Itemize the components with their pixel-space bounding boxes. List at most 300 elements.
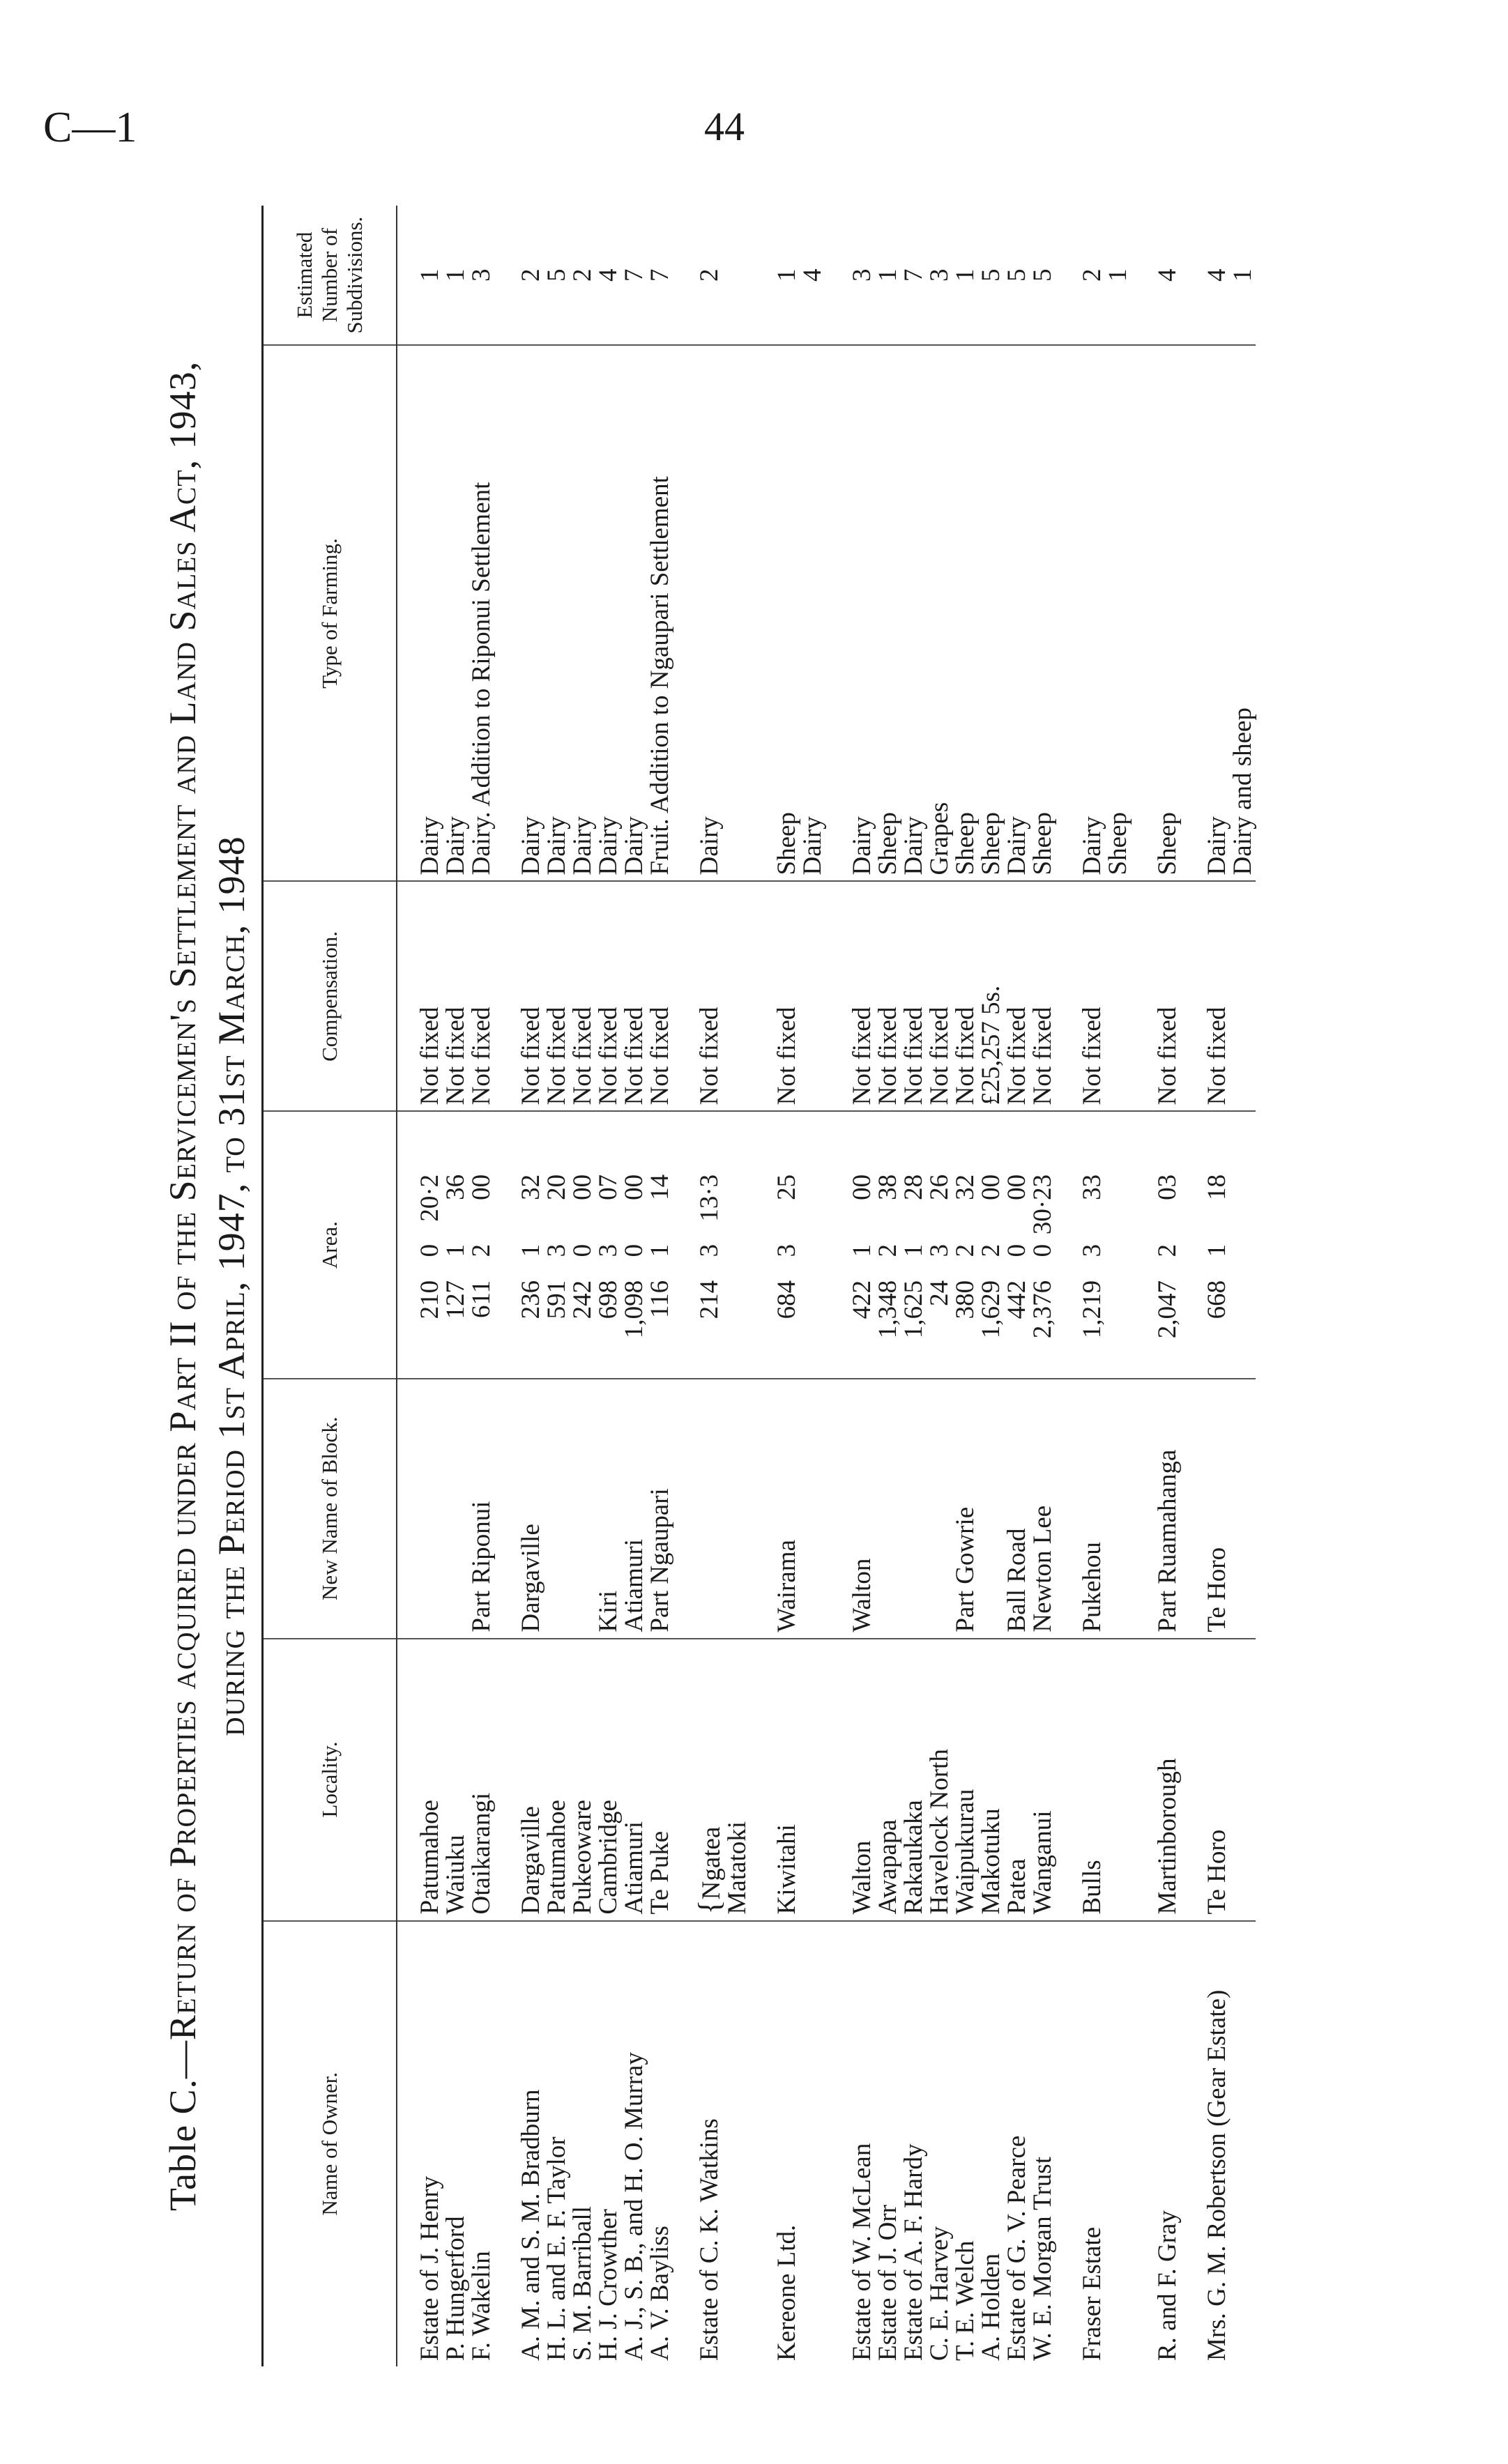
block-cell	[469, 1379, 494, 1639]
compensation-cell	[1030, 881, 1056, 1111]
owner-cell	[978, 1921, 1004, 2366]
block-name: Part Ngaupari	[646, 1488, 674, 1632]
area-roods: 1	[517, 1244, 545, 1257]
area-acres: 684	[772, 1280, 801, 1319]
area-roods: 1	[1203, 1244, 1231, 1257]
owner-name: W. E. Morgan Trust	[1028, 2157, 1057, 2361]
col-header-area-label: Area.	[317, 1221, 342, 1269]
area-perches: 32	[951, 1174, 980, 1200]
subdivisions-cell	[1004, 206, 1030, 345]
subdivisions-second: 1	[1228, 268, 1257, 282]
compensation-cell	[1056, 881, 1131, 1111]
owner-name: A. J., S. B., and H. O. Murray	[620, 2052, 648, 2361]
type-cell	[397, 345, 443, 881]
owner-cell	[494, 1921, 544, 2366]
block-cell	[443, 1379, 469, 1639]
subdivisions: 5	[1028, 268, 1057, 282]
type-cell	[1131, 345, 1180, 881]
area-roods: 1	[441, 1244, 470, 1257]
block-cell	[1004, 1379, 1030, 1639]
locality-cell	[544, 1639, 570, 1921]
farming-type: Grapes	[925, 802, 954, 875]
locality: Kiwitahi	[772, 1824, 801, 1915]
col-header-area	[263, 1111, 397, 1378]
block-cell	[397, 1379, 443, 1639]
area-roods: 0	[568, 1244, 597, 1257]
compensation-cell	[570, 881, 595, 1111]
block-cell	[825, 1379, 875, 1639]
area-acres: 127	[441, 1280, 470, 1319]
locality-cell	[621, 1639, 647, 1921]
locality: Makotuku	[977, 1808, 1005, 1915]
subdivisions: 1	[874, 268, 902, 282]
subdivisions-cell	[397, 206, 443, 345]
farming-type: Sheep	[1028, 812, 1057, 875]
owner-cell	[595, 1921, 621, 2366]
area-roods: 2	[977, 1244, 1005, 1257]
compensation: Not fixed	[594, 1007, 623, 1105]
locality-cell	[397, 1639, 443, 1921]
area-perches: 03	[1153, 1174, 1182, 1200]
area-roods: 2	[467, 1244, 496, 1257]
subdivisions-second: 1	[1104, 268, 1132, 282]
area-cell	[544, 1111, 570, 1378]
area-perches: 00	[848, 1174, 876, 1200]
compensation-cell	[750, 881, 825, 1111]
col-header-owner: Name of Owner.	[263, 1921, 397, 2366]
area-perches: 36	[441, 1174, 470, 1200]
type-cell	[621, 345, 647, 881]
area-perches: 25	[772, 1174, 801, 1200]
subdivisions-cell	[1180, 206, 1256, 345]
type-cell	[875, 345, 901, 881]
locality-cell	[647, 1639, 673, 1921]
locality-cell	[952, 1639, 978, 1921]
area-cell	[1180, 1111, 1256, 1378]
owner-name: A. Holden	[977, 2253, 1005, 2361]
compensation: Not fixed	[416, 1007, 444, 1105]
locality: Waipukurau	[951, 1789, 980, 1915]
locality: Pukeoware	[568, 1800, 597, 1915]
owner-cell	[570, 1921, 595, 2366]
block-cell	[1056, 1379, 1131, 1639]
area-perches: 00	[568, 1174, 597, 1200]
brace-mark: {	[692, 1899, 726, 1915]
owner-name: H. L. and E. F. Taylor	[542, 2136, 571, 2361]
type-cell	[1056, 345, 1131, 881]
block-cell	[544, 1379, 570, 1639]
owner-cell	[825, 1921, 875, 2366]
block-cell	[621, 1379, 647, 1639]
locality: Atiamuri	[620, 1821, 648, 1915]
owner-name: S. M. Barriball	[568, 2206, 597, 2361]
owner-name: Estate of G. V. Pearce	[1003, 2135, 1031, 2361]
block-name: Atiamuri	[620, 1539, 648, 1632]
owner-name: Estate of C. K. Watkins	[695, 2118, 724, 2361]
subdivisions-cell	[978, 206, 1004, 345]
compensation-cell	[673, 881, 750, 1111]
subdivisions: 5	[542, 268, 571, 282]
table-row	[494, 206, 544, 2366]
block-cell	[1030, 1379, 1056, 1639]
owner-cell	[875, 1921, 901, 2366]
owner-cell	[927, 1921, 952, 2366]
subdivisions-cell	[1030, 206, 1056, 345]
area-perches: 00	[467, 1174, 496, 1200]
owner-cell	[647, 1921, 673, 2366]
area-cell	[875, 1111, 901, 1378]
area-cell	[469, 1111, 494, 1378]
compensation-cell	[647, 881, 673, 1111]
type-cell	[952, 345, 978, 881]
farming-type: Sheep	[874, 812, 902, 875]
owner-cell	[1180, 1921, 1256, 2366]
area-roods: 1	[848, 1244, 876, 1257]
area-perches: 32	[517, 1174, 545, 1200]
area-perches: 18	[1203, 1174, 1231, 1200]
area-perches: 26	[925, 1174, 954, 1200]
table-row	[978, 206, 1004, 2366]
owner-cell	[952, 1921, 978, 2366]
compensation-cell	[927, 881, 952, 1111]
area-acres: 591	[542, 1280, 571, 1319]
compensation-cell	[825, 881, 875, 1111]
owner-name: Estate of J. Henry	[416, 2175, 444, 2361]
compensation-cell	[494, 881, 544, 1111]
locality-cell	[825, 1639, 875, 1921]
area-roods: 3	[1078, 1244, 1106, 1257]
area-perches: 00	[977, 1174, 1005, 1200]
block-name: Newton Lee	[1028, 1505, 1057, 1632]
area-perches: 38	[874, 1174, 902, 1200]
compensation: Not fixed	[568, 1007, 597, 1105]
locality-cell	[673, 1639, 750, 1921]
table-header-row	[263, 206, 397, 2366]
farming-type: Dairy	[568, 816, 597, 875]
compensation: £25,257 5s.	[977, 985, 1005, 1105]
owner-cell	[621, 1921, 647, 2366]
subdivisions: 2	[568, 268, 597, 282]
owner-cell	[673, 1921, 750, 2366]
table-row	[1056, 206, 1131, 2366]
locality-cell	[469, 1639, 494, 1921]
subdivisions-cell	[952, 206, 978, 345]
owner-name: C. E. Harvey	[925, 2226, 954, 2361]
area-cell	[750, 1111, 825, 1378]
subdivisions: 1	[416, 268, 444, 282]
col-header-compensation: Compensation.	[263, 881, 397, 1111]
subdivisions: 4	[594, 268, 623, 282]
subdivisions-cell	[750, 206, 825, 345]
owner-name: Kereone Ltd.	[772, 2224, 801, 2361]
area-roods: 1	[899, 1244, 928, 1257]
compensation: Not fixed	[772, 1007, 801, 1105]
area-acres: 1,629	[977, 1280, 1005, 1339]
area-cell	[1030, 1111, 1056, 1378]
subdivisions: 3	[467, 268, 496, 282]
owner-cell	[1004, 1921, 1030, 2366]
area-acres: 236	[517, 1280, 545, 1319]
block-name: Dargaville	[517, 1524, 545, 1632]
locality: Patumahoe	[416, 1800, 444, 1915]
area-perches: 33	[1078, 1174, 1106, 1200]
block-name: Pukehou	[1078, 1542, 1106, 1632]
block-cell	[875, 1379, 901, 1639]
area-acres: 2,047	[1153, 1280, 1182, 1339]
subdivisions-cell	[825, 206, 875, 345]
locality-cell	[443, 1639, 469, 1921]
compensation-cell	[875, 881, 901, 1111]
type-cell	[1180, 345, 1256, 881]
subdivisions-cell	[673, 206, 750, 345]
compensation: Not fixed	[899, 1007, 928, 1105]
area-acres: 380	[951, 1280, 980, 1319]
col-header-type: Type of Farming.	[263, 345, 397, 881]
area-acres: 1,219	[1078, 1280, 1106, 1339]
type-cell	[1030, 345, 1056, 881]
locality-cell	[875, 1639, 901, 1921]
farming-type: Dairy	[1203, 816, 1231, 875]
locality: Rakaukaka	[899, 1800, 928, 1915]
farming-type: Sheep	[772, 812, 801, 875]
area-cell	[1131, 1111, 1180, 1378]
farming-type: Dairy	[517, 816, 545, 875]
properties-table	[261, 206, 1256, 2366]
owner-name: H. J. Crowther	[594, 2209, 623, 2361]
area-acres: 668	[1203, 1280, 1231, 1319]
block-cell	[494, 1379, 544, 1639]
farming-type-second: Dairy and sheep	[1228, 707, 1257, 875]
table-row	[621, 206, 647, 2366]
block-name: Ball Road	[1003, 1528, 1031, 1632]
farming-type: Dairy	[1078, 816, 1106, 875]
subdivisions: 2	[1078, 268, 1106, 282]
compensation-cell	[621, 881, 647, 1111]
area-cell	[443, 1111, 469, 1378]
farming-type-second: Sheep	[1104, 812, 1132, 875]
area-perches: 14	[646, 1174, 674, 1200]
area-acres: 214	[695, 1280, 724, 1319]
area-cell	[647, 1111, 673, 1378]
locality-cell	[570, 1639, 595, 1921]
type-cell	[595, 345, 621, 881]
block-name: Walton	[848, 1558, 876, 1632]
block-cell	[1180, 1379, 1256, 1639]
locality: Patumahoe	[542, 1800, 571, 1915]
subdivisions-cell	[647, 206, 673, 345]
table-row	[927, 206, 952, 2366]
subdivisions-cell	[901, 206, 927, 345]
block-cell	[901, 1379, 927, 1639]
block-name: Part Ruamahanga	[1153, 1449, 1182, 1632]
area-perches: 00	[1003, 1174, 1031, 1200]
owner-name: P. Hungerford	[441, 2216, 470, 2361]
area-acres: 24	[925, 1280, 954, 1306]
area-perches: 20·2	[416, 1174, 444, 1222]
table-row	[397, 206, 443, 2366]
locality-cell	[1004, 1639, 1030, 1921]
owner-name: Estate of J. Orr	[874, 2205, 902, 2361]
subdivisions: 2	[695, 268, 724, 282]
area-roods: 0	[620, 1244, 648, 1257]
subdivisions: 3	[848, 268, 876, 282]
locality: Martinborough	[1153, 1758, 1182, 1915]
area-acres: 698	[594, 1280, 623, 1319]
subdivisions: 4	[1203, 268, 1231, 282]
area-roods: 0	[1003, 1244, 1031, 1257]
table-row	[443, 206, 469, 2366]
owner-cell	[1030, 1921, 1056, 2366]
area-acres: 1,348	[874, 1280, 902, 1339]
area-acres: 210	[416, 1280, 444, 1319]
compensation: Not fixed	[1153, 1007, 1182, 1105]
type-cell	[901, 345, 927, 881]
locality: Bulls	[1078, 1860, 1106, 1915]
table-row	[825, 206, 875, 2366]
type-cell	[544, 345, 570, 881]
area-cell	[1004, 1111, 1030, 1378]
farming-type: Dairy	[848, 816, 876, 875]
farming-type: Dairy	[695, 816, 724, 875]
compensation: Not fixed	[848, 1007, 876, 1105]
compensation-cell	[544, 881, 570, 1111]
table-row	[647, 206, 673, 2366]
area-cell	[595, 1111, 621, 1378]
col-header-subdivisions: Estimated Number of Subdivisions.	[263, 206, 397, 345]
area-acres: 242	[568, 1280, 597, 1319]
type-cell	[750, 345, 825, 881]
subdivisions-cell	[1056, 206, 1131, 345]
table-row	[469, 206, 494, 2366]
table-row	[1030, 206, 1056, 2366]
compensation: Not fixed	[620, 1007, 648, 1105]
area-acres: 611	[467, 1280, 496, 1318]
owner-cell	[469, 1921, 494, 2366]
area-cell	[570, 1111, 595, 1378]
table-row	[875, 206, 901, 2366]
type-cell	[443, 345, 469, 881]
area-perches: 28	[899, 1174, 928, 1200]
owner-cell	[544, 1921, 570, 2366]
locality: Otaikarangi	[467, 1792, 496, 1915]
subdivisions: 2	[517, 268, 545, 282]
compensation: Not fixed	[1028, 1007, 1057, 1105]
area-roods: 2	[1153, 1244, 1182, 1257]
farming-type: Sheep	[1153, 812, 1182, 875]
subdivisions: 4	[1153, 268, 1182, 282]
block-name: Kiri	[594, 1591, 623, 1632]
area-perches: 07	[594, 1174, 623, 1200]
area-roods: 3	[772, 1244, 801, 1257]
area-roods: 3	[695, 1244, 724, 1257]
area-perches: 20	[542, 1174, 571, 1200]
area-cell	[494, 1111, 544, 1378]
farming-type: Dairy	[441, 816, 470, 875]
farming-type: Fruit. Addition to Ngaupari Settlement	[646, 476, 674, 875]
locality: Te Horo	[1203, 1829, 1231, 1915]
locality-cell	[901, 1639, 927, 1921]
compensation: Not fixed	[646, 1007, 674, 1105]
table-row	[750, 206, 825, 2366]
table-row	[901, 206, 927, 2366]
table-row	[1180, 206, 1256, 2366]
compensation-cell	[952, 881, 978, 1111]
locality: Ngatea	[697, 1826, 726, 1900]
table-title-line1: Return of Properties acquired under Part II of the Servicemen's Settlement and Land Sales Act, 1943,	[162, 360, 204, 2040]
area-cell	[673, 1111, 750, 1378]
locality: Dargaville	[517, 1806, 545, 1915]
subdivisions: 7	[620, 268, 648, 282]
block-cell	[570, 1379, 595, 1639]
page-section-id: C—1	[43, 104, 137, 151]
subdivisions-second: 4	[798, 268, 827, 282]
owner-name: A. M. and S. M. Bradburn	[517, 2089, 545, 2361]
compensation-cell	[1131, 881, 1180, 1111]
subdivisions-cell	[595, 206, 621, 345]
area-cell	[952, 1111, 978, 1378]
subdivisions-cell	[875, 206, 901, 345]
subdivisions-cell	[494, 206, 544, 345]
area-cell	[1056, 1111, 1131, 1378]
subdivisions-cell	[469, 206, 494, 345]
compensation: Not fixed	[1078, 1007, 1106, 1105]
type-cell	[673, 345, 750, 881]
compensation: Not fixed	[874, 1007, 902, 1105]
compensation-cell	[469, 881, 494, 1111]
farming-type: Dairy	[416, 816, 444, 875]
owner-name: F. Wakelin	[467, 2251, 496, 2361]
type-cell	[927, 345, 952, 881]
compensation: Not fixed	[1203, 1007, 1231, 1105]
area-acres: 442	[1003, 1280, 1031, 1319]
locality-second: Matatoki	[723, 1821, 752, 1915]
area-roods: 0	[1028, 1244, 1057, 1257]
locality-cell	[1131, 1639, 1180, 1921]
table-row	[570, 206, 595, 2366]
subdivisions-cell	[1131, 206, 1180, 345]
locality-cell	[494, 1639, 544, 1921]
locality: Wanganui	[1028, 1810, 1057, 1915]
locality-cell	[595, 1639, 621, 1921]
rotated-table-area	[143, 206, 1468, 2366]
table-row	[673, 206, 750, 2366]
block-cell	[1131, 1379, 1180, 1639]
block-name: Part Gowrie	[951, 1506, 980, 1632]
block-cell	[978, 1379, 1004, 1639]
block-name: Te Horo	[1203, 1547, 1231, 1632]
area-cell	[825, 1111, 875, 1378]
locality-cell	[927, 1639, 952, 1921]
area-roods: 0	[416, 1244, 444, 1257]
farming-type: Sheep	[977, 812, 1005, 875]
block-cell	[927, 1379, 952, 1639]
owner-name: Mrs. G. M. Robertson (Gear Estate)	[1203, 1989, 1231, 2361]
area-roods: 3	[542, 1244, 571, 1257]
compensation: Not fixed	[517, 1007, 545, 1105]
compensation-cell	[397, 881, 443, 1111]
area-roods: 2	[874, 1244, 902, 1257]
area-cell	[901, 1111, 927, 1378]
page-number: 44	[704, 104, 745, 149]
compensation-cell	[978, 881, 1004, 1111]
owner-cell	[901, 1921, 927, 2366]
owner-cell	[397, 1921, 443, 2366]
area-cell	[397, 1111, 443, 1378]
subdivisions: 5	[977, 268, 1005, 282]
table-row	[595, 206, 621, 2366]
farming-type: Dairy	[620, 816, 648, 875]
compensation: Not fixed	[542, 1007, 571, 1105]
